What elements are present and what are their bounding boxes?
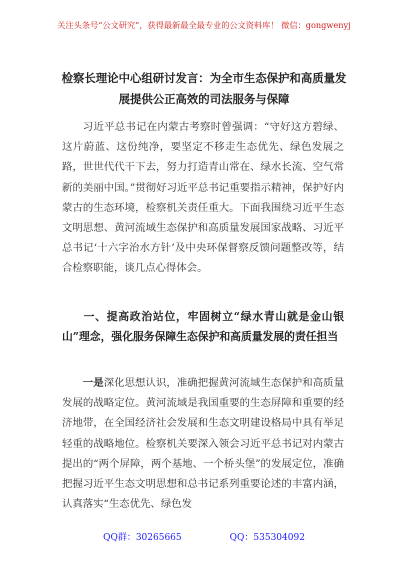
document-title-line-2: 展提供公正高效的司法服务与保障	[118, 92, 290, 106]
header-banner: 关注头条号“公文研究”，获得最新最全最专业的公文资料库！ 微信：gongwenyj	[57, 20, 351, 30]
qq-contact-link[interactable]: QQ：535304092	[229, 533, 305, 543]
section-1-lead: 一是	[82, 377, 104, 389]
section-1-paragraph	[62, 373, 344, 514]
section-1-heading: 一、提高政治站位，牢固树立“绿水青山就是金山银山”理念，强化服务保障生态保护和高质量发展的责任担当	[62, 310, 344, 344]
footer-contacts	[0, 530, 408, 543]
intro-paragraph: 习近平总书记在内蒙古考察时曾强调：“守好这方碧绿、这片蔚蓝、这份纯净，要坚定不移走生态优先、绿色发展之路，世世代代干下去，努力打造青山常在、绿水长流、空气常新的美丽中国。”贯彻好习近平总书记重要指示精神，保护好内蒙古的生态环境，检察机关责任重大。下面我围绕习近平生态文明思想、黄河流域生态保护和高质量发展国家战略、习近平总书记‘十六字治水方针’及中央环保督察反馈问题整改等，结合检察职能，谈几点心得体会。	[62, 121, 344, 275]
qq-group-link[interactable]: QQ群：30265665	[103, 533, 182, 543]
section-1-body: 深化思想认识，准确把握黄河流域生态保护和高质量发展的战略定位。黄河流域是我国重要的生态屏障和重要的经济地带，在全国经济社会发展和生态文明建设格局中具有举足轻重的战略地位。检察机关要深入领会习近平总书记对内蒙古提出的“两个屏障，两个基地、一个桥头堡”的发展定位，准确把握习近平生态文明思想和总书记系列重要论述的丰富内涵，认真落实“生态优先、绿色发	[62, 377, 345, 511]
document-title-line-1: 检察长理论中心组研讨发言：为全市生态保护和高质量发	[61, 71, 347, 85]
